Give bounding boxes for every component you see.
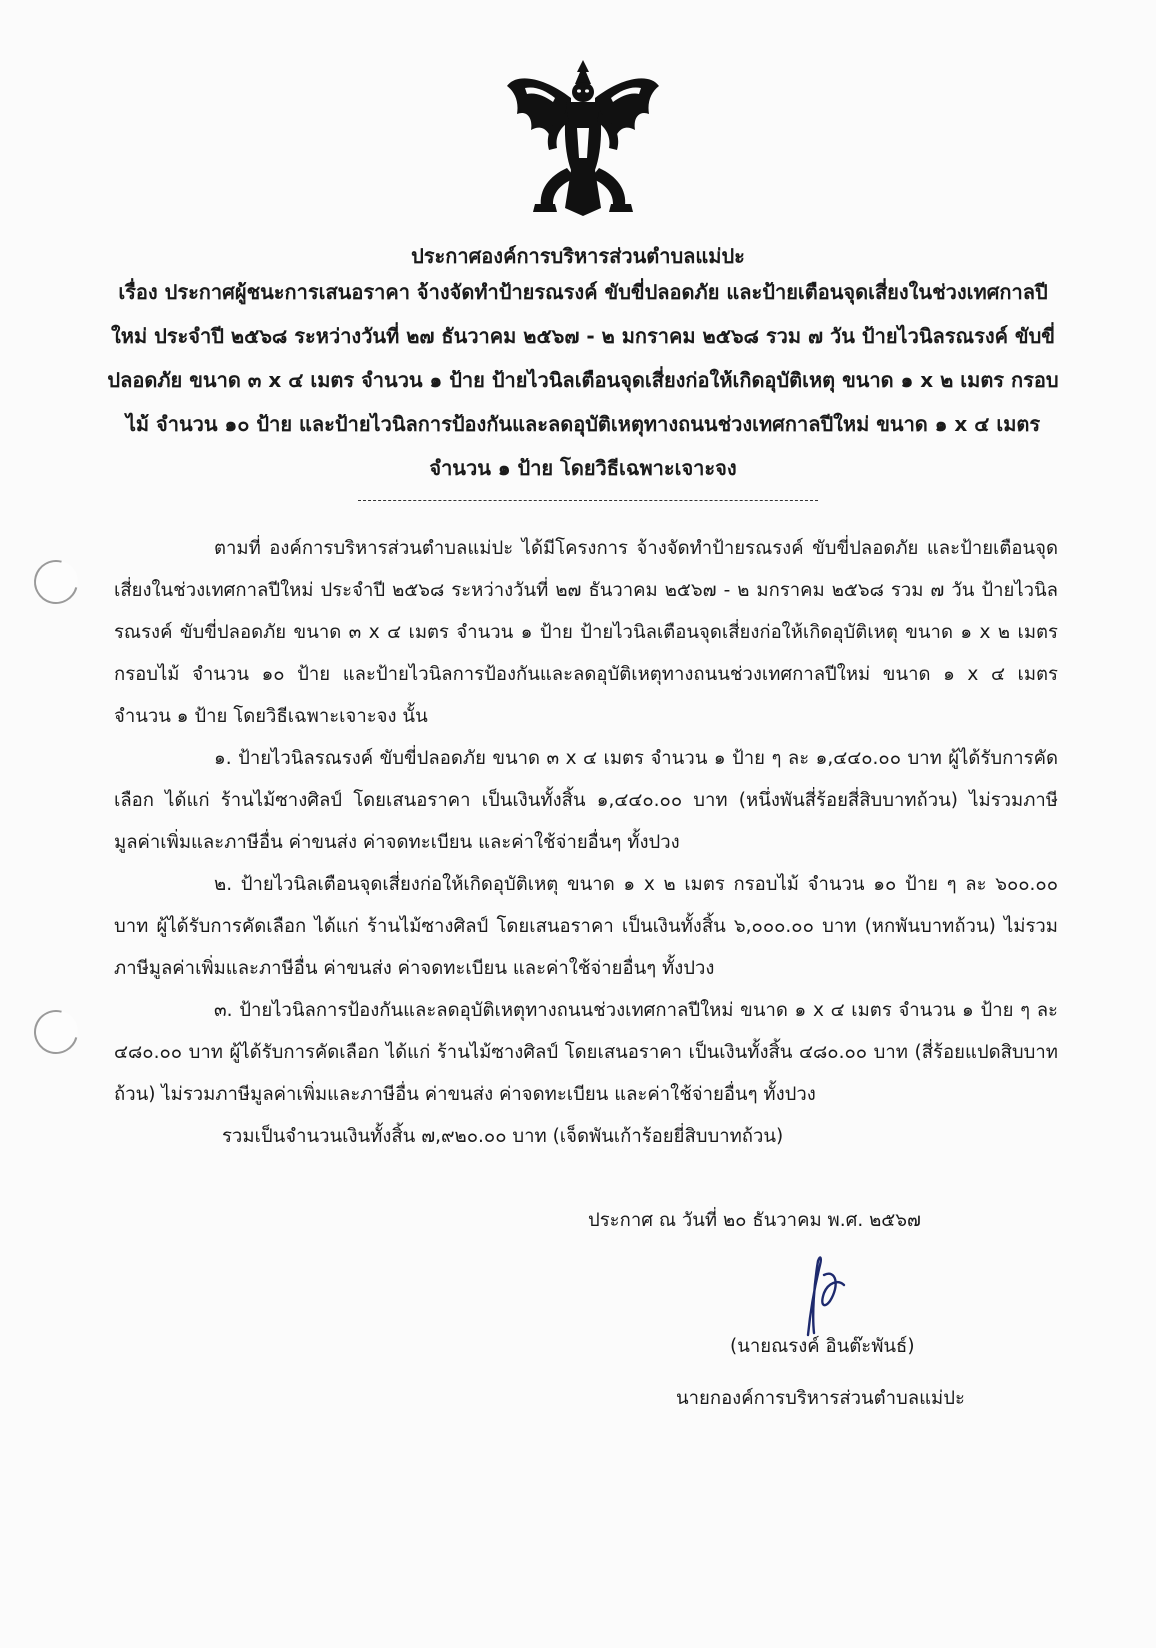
item-paragraph-3: ๓. ป้ายไวนิลการป้องกันและลดอุบัติเหตุทางถนนช่วงเทศกาลปีใหม่ ขนาด ๑ x ๔ เมตร จำนวน ๑ ป้าย ๆ ละ ๔๘๐.๐๐ บาท ผู้ได้รับการคัดเลือก ได้แก่ ร้านไม้ซางศิลป์ โดยเสนอราคา เป็นเงินทั้งสิ้น ๔๘๐.๐๐ บาท (สี่ร้อยแปดสิบบาทถ้วน) ไม่รวมภาษีมูลค่าเพิ่มและภาษีอื่น ค่าขนส่ง ค่าจดทะเบียน และค่าใช้จ่ายอื่นๆ ทั้งปวง [114,1000,1058,1105]
divider-line [358,500,818,501]
garuda-emblem-icon [505,58,661,218]
total-line: รวมเป็นจำนวนเงินทั้งสิ้น ๗,๙๒๐.๐๐ บาท (เจ็ดพันเก้าร้อยยี่สิบบาทถ้วน) [222,1126,784,1147]
signer-position: นายกองค์การบริหารส่วนตำบลแม่ปะ [676,1388,965,1409]
announcement-subject: เรื่อง ประกาศผู้ชนะการเสนอราคา จ้างจัดทำป้ายรณรงค์ ขับขี่ปลอดภัย และป้ายเตือนจุดเสี่ยงในช่วงเทศกาลปีใหม่ ประจำปี ๒๕๖๘ ระหว่างวันที่ ๒๗ ธันวาคม ๒๕๖๗ - ๒ มกราคม ๒๕๖๘ รวม ๗ วัน ป้ายไวนิลรณรงค์ ขับขี่ปลอดภัย ขนาด ๓ x ๔ เมตร จำนวน ๑ ป้าย ป้ายไวนิลเตือนจุดเสี่ยงก่อให้เกิดอุบัติเหตุ ขนาด ๑ x ๒ เมตร กรอบไม้ จำนวน ๑๐ ป้าย และป้ายไวนิลการป้องกันและลดอุบัติเหตุทางถนนช่วงเทศกาลปีใหม่ ขนาด ๑ x ๔ เมตร จำนวน ๑ ป้าย โดยวิธีเฉพาะเจาะจง [107,280,1059,480]
punch-hole-icon [26,552,86,612]
item-paragraph-2: ๒. ป้ายไวนิลเตือนจุดเสี่ยงก่อให้เกิดอุบัติเหตุ ขนาด ๑ x ๒ เมตร กรอบไม้ จำนวน ๑๐ ป้าย ๆ ละ ๖๐๐.๐๐ บาท ผู้ได้รับการคัดเลือก ได้แก่ ร้านไม้ซางศิลป์ โดยเสนอราคา เป็นเงินทั้งสิ้น ๖,๐๐๐.๐๐ บาท (หกพันบาทถ้วน) ไม่รวมภาษีมูลค่าเพิ่มและภาษีอื่น ค่าขนส่ง ค่าจดทะเบียน และค่าใช้จ่ายอื่นๆ ทั้งปวง [114,874,1058,979]
announcement-body [114,528,1058,1158]
punch-hole-icon [26,1002,86,1062]
intro-paragraph: ตามที่ องค์การบริหารส่วนตำบลแม่ปะ ได้มีโครงการ จ้างจัดทำป้ายรณรงค์ ขับขี่ปลอดภัย และป้ายเตือนจุดเสี่ยงในช่วงเทศกาลปีใหม่ ประจำปี ๒๕๖๘ ระหว่างวันที่ ๒๗ ธันวาคม ๒๕๖๗ - ๒ มกราคม ๒๕๖๘ รวม ๗ วัน ป้ายไวนิลรณรงค์ ขับขี่ปลอดภัย ขนาด ๓ x ๔ เมตร จำนวน ๑ ป้าย ป้ายไวนิลเตือนจุดเสี่ยงก่อให้เกิดอุบัติเหตุ ขนาด ๑ x ๒ เมตร กรอบไม้ จำนวน ๑๐ ป้าย และป้ายไวนิลการป้องกันและลดอุบัติเหตุทางถนนช่วงเทศกาลปีใหม่ ขนาด ๑ x ๔ เมตร จำนวน ๑ ป้าย โดยวิธีเฉพาะเจาะจง นั้น [114,538,1058,727]
handwritten-signature-icon [790,1245,860,1340]
item-paragraph-1: ๑. ป้ายไวนิลรณรงค์ ขับขี่ปลอดภัย ขนาด ๓ x ๔ เมตร จำนวน ๑ ป้าย ๆ ละ ๑,๔๔๐.๐๐ บาท ผู้ได้รับการคัดเลือก ได้แก่ ร้านไม้ซางศิลป์ โดยเสนอราคา เป็นเงินทั้งสิ้น ๑,๔๔๐.๐๐ บาท (หนึ่งพันสี่ร้อยสี่สิบบาทถ้วน) ไม่รวมภาษีมูลค่าเพิ่มและภาษีอื่น ค่าขนส่ง ค่าจดทะเบียน และค่าใช้จ่ายอื่นๆ ทั้งปวง [114,748,1058,853]
announcement-date: ประกาศ ณ วันที่ ๒๐ ธันวาคม พ.ศ. ๒๕๖๗ [588,1210,921,1231]
announcement-title: ประกาศองค์การบริหารส่วนตำบลแม่ปะ [411,244,745,268]
signer-name: (นายณรงค์ อินต๊ะพันธ์) [730,1336,915,1357]
